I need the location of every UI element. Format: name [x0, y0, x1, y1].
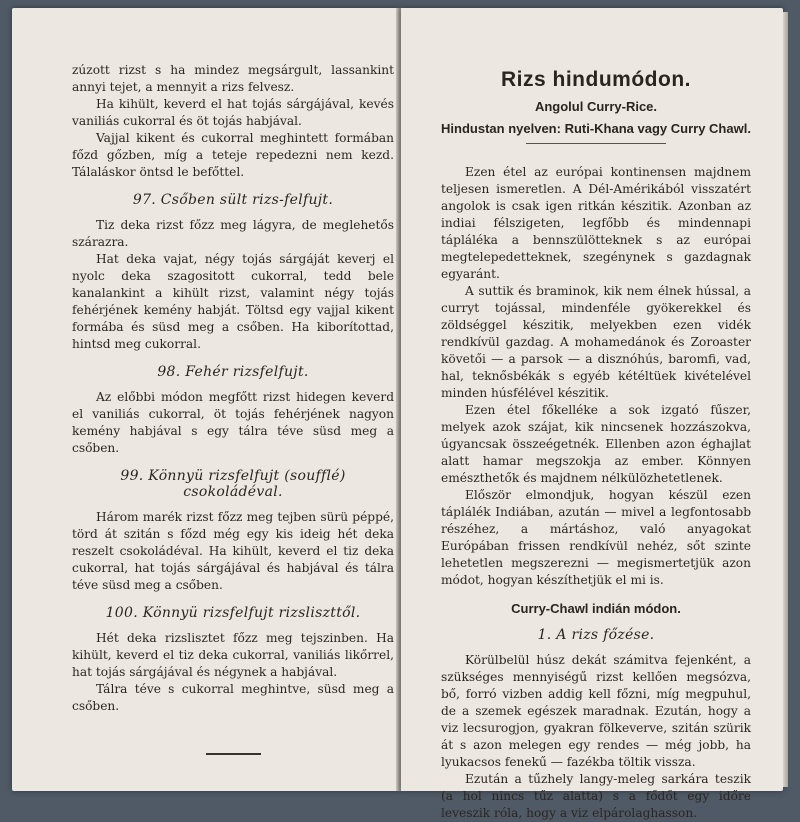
recipe-99-heading: 99. Könnyü rizsfelfujt (soufflé) csokoládéval.	[120, 468, 346, 500]
page-edge	[783, 12, 788, 787]
intro-paragraph-2: A suttik és braminok, kik nem élnek hússal, a curryt tojással, mindenféle gyökerekkel és zöldséggel készitik, melyekben ezen vidék rendkívül gazdag. A mohamedánok és Zoroaster követői — a parsok — a disznóhús, baromfi, vad, hal, teknősbékák s egyéb kétéltüek kivételével minden húsfélével készitik.	[441, 284, 751, 400]
rice-paragraph-1: Körülbelül húsz dekát számitva fejenként, a szükséges mennyiségű rizst kellően megsózva, bő, forró vizben addig kell főzni, míg megpuhul, de a szemek egészek maradnak. Ezután, hogy a viz lecsurogjon, gyakran fölkeverve, szitán szürik át s azon melegen egy rendes — még jobb, ha lyukacsos fenekű — fazékba töltik vissza.	[441, 653, 751, 769]
intro-paragraph-2: Ha kihült, keverd el hat tojás sárgájával, kevés vaniliás cukorral és öt tojás habjával.	[72, 97, 394, 128]
left-page	[12, 8, 399, 791]
recipe-100-heading: 100. Könnyü rizsfelfujt rizsliszttől.	[105, 605, 361, 621]
rice-cooking-heading: 1. A rizs főzése.	[537, 627, 655, 643]
end-rule	[206, 753, 261, 755]
rice-paragraph-2: Ezután a tűzhely langy-meleg sarkára teszik (a hol nincs tűz alatta) s a fődőt egy időre leveszik róla, hogy a viz elpárolaghasson.	[441, 772, 751, 820]
right-page-text	[441, 68, 751, 822]
recipe-97-paragraph-1: Tiz deka rizst főzz meg lágyra, de meglehetős szárazra.	[72, 218, 394, 249]
recipe-97-paragraph-2: Hat deka vajat, négy tojás sárgáját keverj el nyolc deka szagositott cukorral, tedd bele kanalankint a kihült rizst, valamint négy tojás fehérjének kemény habját. Töltsd egy vajjal kikent formába és süsd meg a csőben. Ha kiborítottad, hintsd meg cukorral.	[72, 252, 394, 351]
left-page-text	[72, 62, 394, 755]
recipe-98-heading: 98. Fehér rizsfelfujt.	[157, 364, 309, 380]
title-rule	[526, 143, 666, 144]
page-title: Rizs hindumódon.	[501, 68, 691, 91]
intro-paragraph-1: Ezen étel az európai kontinensen majdnem teljesen ismeretlen. A Dél-Amérikából visszatért angolok is csak igen ritkán készitik. Azonban az indiai félszigeten, legfőbb és mindennapi tápláléka a bennszülötteknek s az európai megtelepedetteknek, szegénynek s gazdagnak egyaránt.	[441, 165, 751, 281]
intro-paragraph-4: Először elmondjuk, hogyan készül ezen táplálék Indiában, azután — mivel a legfontosabb részéhez, a mártáshoz, való anyagokat Európában frissen rendkívül nehéz, sőt szinte lehetetlen megszerezni — megismertetjük azon módot, hogyan készíthetjük el mi is.	[441, 488, 751, 587]
page-subtitle-2: Hindustan nyelven: Ruti-Khana vagy Curry Chawl.	[441, 121, 751, 136]
curry-chawl-heading: Curry-Chawl indián módon.	[511, 601, 681, 616]
recipe-99-paragraph-1: Három marék rizst főzz meg tejben sürü péppé, törd át szitán s főzd még egy kis ideig hét deka reszelt csokoládéval. Ha kihült, keverd el tiz deka cukorral, hat tojás sárgájával és habjával és tálra téve süsd meg a csőben.	[72, 510, 394, 592]
recipe-98-paragraph-1: Az előbbi módon megfőtt rizst hidegen keverd el vaniliás cukorral, öt tojás fehérjének nagyon kemény habjával s egy tálra téve süsd meg a csőben.	[72, 390, 394, 455]
intro-paragraph-1: zúzott rizst s ha mindez megsárgult, lassankint annyi tejet, a mennyit a rizs felvesz.	[72, 63, 394, 94]
page-subtitle: Angolul Curry-Rice.	[534, 99, 658, 114]
recipe-100-paragraph-2: Tálra téve s cukorral meghintve, süsd meg a csőben.	[72, 682, 394, 713]
right-page	[401, 8, 783, 820]
recipe-97-heading: 97. Csőben sült rizs-felfujt.	[132, 192, 334, 208]
intro-paragraph-3: Ezen étel főkelléke a sok izgató fűszer, melyek azok szájat, kik nincsenek hozzászokva, úgyancsak összeégetnék. Ellenben azon éghajlat alatt hamar megszokja az ember. Könnyen emészthetők és majdnem nélkülözhetetlenek.	[441, 403, 751, 485]
intro-paragraph-3: Vajjal kikent és cukorral meghintett formában főzd gőzben, míg a teteje repedezni nem kezd. Tálaláskor öntsd le befőttel.	[72, 131, 394, 179]
recipe-100-paragraph-1: Hét deka rizslisztet főzz meg tejszinben. Ha kihült, keverd el tiz deka cukorral, vaniliás likőrrel, hat tojás sárgájával és négynek a habjával.	[72, 631, 394, 679]
